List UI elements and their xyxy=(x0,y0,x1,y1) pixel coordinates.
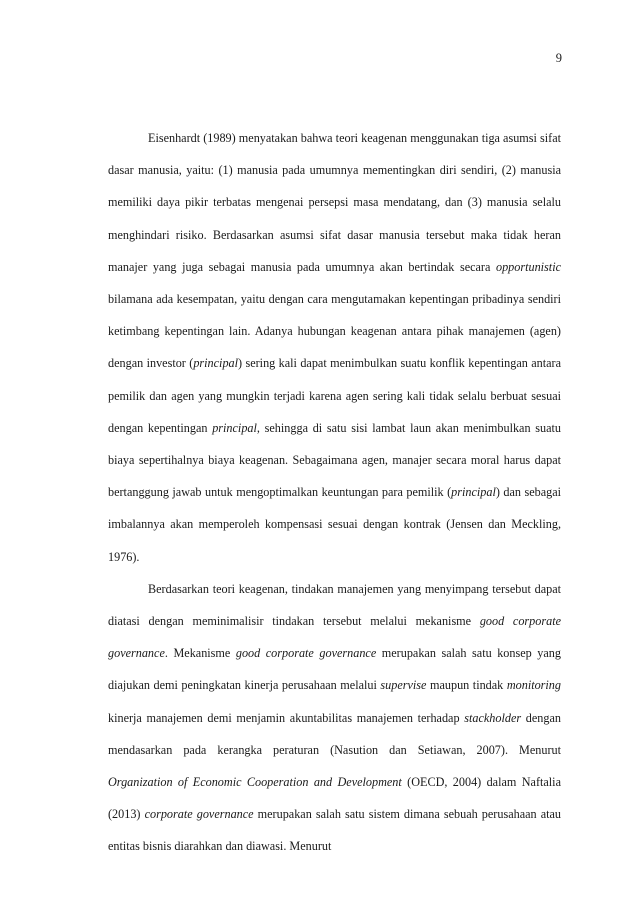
italic-term: good corporate governance xyxy=(108,614,561,661)
text-run: ) sering kali dapat menimbulkan suatu konflik kepentingan antara pemilik dan agen yang mungkin terjadi karena agen sering kali tidak selalu berbuat sesuai dengan kepentingan xyxy=(108,356,561,435)
italic-term: principal xyxy=(451,485,496,500)
text-run: dengan mendasarkan pada kerangka peraturan (Nasution dan Setiawan, 2007). Menurut xyxy=(108,710,561,757)
italic-term: principal xyxy=(193,356,239,371)
paragraph xyxy=(108,573,561,863)
page-number: 9 xyxy=(555,51,562,65)
text-run: (OECD, 2004) dalam Naftalia (2013) xyxy=(108,775,561,822)
text-run: kinerja manajemen demi menjamin akuntabilitas manajemen terhadap xyxy=(108,710,465,725)
italic-term: opportunistic xyxy=(495,259,561,274)
text-run: merupakan salah satu sistem dimana sebuah perusahaan atau entitas bisnis diarahkan dan diawasi. Menurut xyxy=(108,807,561,854)
text-run: , sehingga di satu sisi lambat laun akan menimbulkan suatu biaya sepertihalnya biaya keagenan. Sebagaimana agen, manajer secara moral harus dapat bertanggung jawab untuk mengoptimalkan keuntungan para pemilik ( xyxy=(108,420,561,500)
italic-term: good corporate governance xyxy=(235,646,377,661)
italic-term: stackholder xyxy=(464,710,522,725)
italic-term: supervise xyxy=(380,678,427,693)
text-run: merupakan salah satu konsep yang diajukan demi peningkatan kinerja perusahaan melalui xyxy=(108,646,561,693)
italic-term: monitoring xyxy=(506,678,561,693)
italic-term: Organization of Economic Cooperation and Development xyxy=(108,775,402,790)
italic-term: corporate governance xyxy=(144,807,254,822)
text-run: ) dan sebagai imbalannya akan memperoleh kompensasi sesuai dengan kontrak (Jensen dan Meckling, 1976). xyxy=(108,485,561,564)
text-run: bilamana ada kesempatan, yaitu dengan cara mengutamakan kepentingan pribadinya sendiri ketimbang kepentingan lain. Adanya hubungan keagenan antara pihak manajemen (agen) dengan investor ( xyxy=(108,292,561,371)
text-run: . Mekanisme xyxy=(164,646,236,661)
text-run: Eisenhardt (1989) menyatakan bahwa teori keagenan menggunakan tiga asumsi sifat dasar manusia, yaitu: (1) manusia pada umumnya mementingkan diri sendiri, (2) manusia memiliki daya pikir terbatas mengenai persepsi masa mendatang, dan (3) manusia selalu menghindari risiko. Berdasarkan asumsi sifat dasar manusia tersebut maka tidak heran manajer yang juga sebagai manusia pada umumnya akan bertindak secara xyxy=(108,131,561,274)
paragraph xyxy=(108,122,561,573)
italic-term: principal xyxy=(212,420,257,435)
text-run: maupun tindak xyxy=(426,678,507,693)
text-run: Berdasarkan teori keagenan, tindakan manajemen yang menyimpang tersebut dapat diatasi dengan meminimalisir tindakan tersebut melalui mekanisme xyxy=(108,581,561,629)
body-text xyxy=(108,122,561,863)
